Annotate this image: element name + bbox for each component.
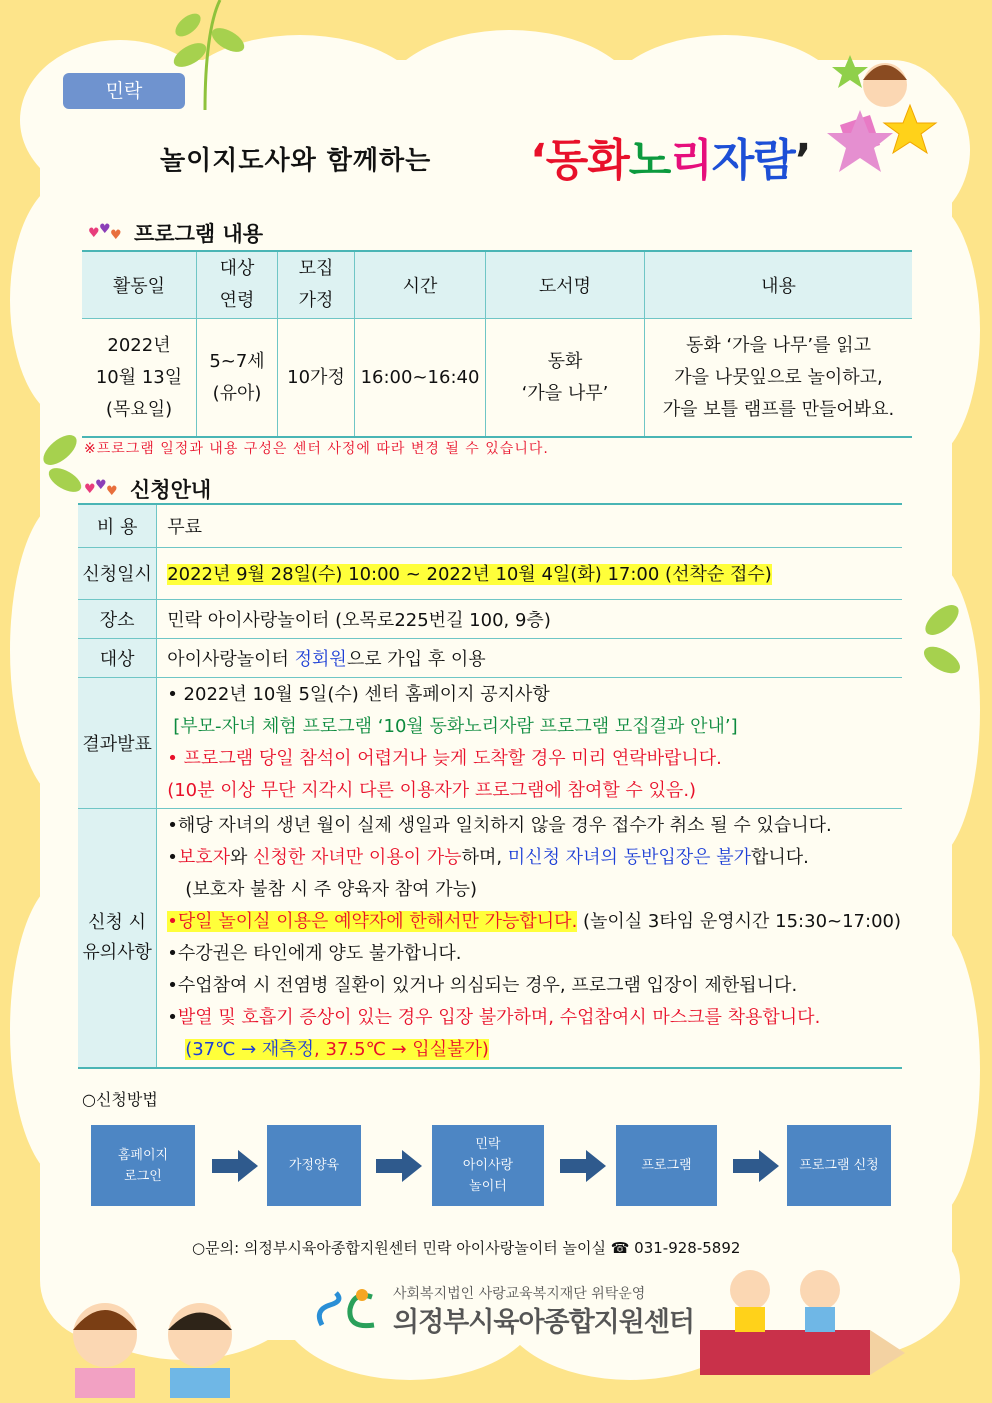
category-badge: 민락 <box>63 73 185 109</box>
title-char: 화 <box>587 135 629 186</box>
text-run: • <box>167 846 178 868</box>
cell-date <box>82 319 197 438</box>
target-value <box>157 638 902 677</box>
text-run: •당일 놀이실 이용은 예약자에 한해서만 가능합니다. <box>167 910 578 932</box>
cell-families: 10가정 <box>278 319 355 438</box>
caution-value <box>157 808 902 1068</box>
arrow-right-icon <box>733 1150 779 1182</box>
text-run: 합니다. <box>751 846 809 868</box>
result-line: (10분 이상 무단 지각시 다른 이용자가 프로그램에 참여할 수 있음.) <box>167 779 697 801</box>
step-box: 홈페이지 로그인 <box>91 1125 195 1206</box>
step-box: 프로그램 신청 <box>787 1125 891 1206</box>
cell-line: 가을 나뭇잎으로 놀이하고, <box>674 366 883 388</box>
table-row <box>82 319 912 438</box>
kids-on-pencil-icon <box>700 1265 910 1385</box>
caution-line <box>167 1034 901 1066</box>
section-heading-apply <box>84 474 211 504</box>
row-label: 신청일시 <box>78 547 157 599</box>
col-header: 도서명 <box>486 251 645 319</box>
table-row <box>78 599 902 638</box>
leaf-icon <box>30 420 90 510</box>
title-char: 동 <box>545 135 588 186</box>
hearts-icon: ♥ ♥ ♥ <box>88 222 122 243</box>
row-label: 장소 <box>78 599 157 638</box>
step-box: 민락 아이사랑 놀이터 <box>432 1125 544 1206</box>
caution-line <box>167 842 901 874</box>
table-header-row <box>82 251 912 319</box>
title-char: 자 <box>711 135 754 186</box>
text-run: 와 <box>230 846 254 868</box>
arrow-right-icon <box>212 1150 258 1182</box>
caution-line <box>167 906 901 938</box>
temp-highlight <box>185 1039 489 1060</box>
section-heading-program <box>88 218 263 248</box>
org-name: 의정부시육아종합지원센터 <box>393 1307 694 1338</box>
cell-age <box>197 319 278 438</box>
cell-line: 동화 ‘가을 나무’를 읽고 <box>685 334 872 356</box>
title-main <box>530 124 811 188</box>
table-row <box>78 677 902 808</box>
place-value: 민락 아이사랑놀이터 (오목로225번길 100, 9층) <box>157 599 902 638</box>
col-header: 내용 <box>645 251 913 319</box>
title-prefix: 놀이지도사와 함께하는 <box>160 146 432 176</box>
target-text: 아이사랑놀이터 <box>167 648 295 670</box>
target-highlight: 정회원 <box>294 648 347 670</box>
text-run: (놀이실 3타임 운영시간 15:30~17:00) <box>577 910 901 932</box>
cell-line: (목요일) <box>105 398 173 420</box>
text-run: 신청한 자녀만 이용이 가능 <box>253 846 462 868</box>
cell-line: 2022년 <box>107 334 171 356</box>
org-logo-icon <box>312 1285 392 1335</box>
text-run: 미신청 자녀의 동반입장은 불가 <box>507 846 752 868</box>
table-row <box>78 547 902 599</box>
text-run: (37℃ → 재측정 <box>185 1038 315 1060</box>
cell-line: 동화 <box>547 350 583 372</box>
period-value <box>157 547 902 599</box>
cell-content <box>645 319 913 438</box>
pink-star-icon <box>825 108 895 178</box>
table-row <box>78 504 902 547</box>
col-header: 시간 <box>355 251 486 319</box>
result-line: • 2022년 10월 5일(수) 센터 홈페이지 공지사항 <box>167 683 550 705</box>
arrow-right-icon <box>376 1150 422 1182</box>
text-run: 보호자 <box>177 846 230 868</box>
col-header: 모집 가정 <box>278 251 355 319</box>
caution-line: •수강권은 타인에게 양도 불가합니다. <box>167 942 462 964</box>
title-open-quote: ‘ <box>530 135 546 186</box>
text-run: • <box>167 1006 178 1028</box>
cell-line: (유아) <box>212 382 262 404</box>
period-text: 2022년 9월 28일(수) 10:00 ~ 2022년 10월 4일(화) 17:00 (선착순 접수) <box>167 564 772 585</box>
caution-line: (보호자 불참 시 주 양육자 참여 가능) <box>185 878 478 900</box>
table-row <box>78 638 902 677</box>
hearts-icon: ♥ ♥ ♥ <box>84 478 118 499</box>
step-box: 프로그램 <box>616 1125 717 1206</box>
cell-line: 10월 13일 <box>95 366 183 388</box>
children-illustration-icon <box>60 1280 260 1400</box>
title-char: 리 <box>670 135 712 186</box>
title-close-quote: ’ <box>794 135 811 186</box>
caution-line: •수업참여 시 전염병 질환이 있거나 의심되는 경우, 프로그램 입장이 제한됩니다. <box>167 974 798 996</box>
title-char: 노 <box>628 135 671 186</box>
page-title <box>160 120 860 190</box>
row-label: 대상 <box>78 638 157 677</box>
contact-info: ○문의: 의정부시육아종합지원센터 민락 아이사랑놀이터 놀이실 ☎ 031-928-5892 <box>192 1239 741 1257</box>
col-header: 활동일 <box>82 251 197 319</box>
cell-time: 16:00~16:40 <box>355 319 486 438</box>
org-subtitle: 사회복지법인 사랑교육복지재단 위탁운영 <box>393 1286 646 1302</box>
text-run: 발열 및 호흡기 증상이 있는 경우 입장 불가하며, 수업참여시 마스크를 착용합니다. <box>177 1006 821 1028</box>
result-value <box>157 677 902 808</box>
apply-info-table <box>78 503 902 1069</box>
step-box: 가정양육 <box>267 1125 361 1206</box>
cell-line: 5~7세 <box>209 350 265 372</box>
cell-line: 가을 보틀 램프를 만들어봐요. <box>662 398 895 420</box>
title-char: 람 <box>753 135 795 186</box>
cell-line: ‘가을 나무’ <box>521 382 609 404</box>
row-label: 신청 시 유의사항 <box>78 808 157 1068</box>
result-line: [부모-자녀 체험 프로그램 ‘10월 동화노리자람 프로그램 모집결과 안내’] <box>173 715 738 737</box>
program-table <box>82 250 912 438</box>
cost-value: 무료 <box>157 504 902 547</box>
section-heading-text: 프로그램 내용 <box>134 222 264 246</box>
col-header: 대상 연령 <box>197 251 278 319</box>
method-label: ○신청방법 <box>82 1090 158 1109</box>
schedule-note: ※프로그램 일정과 내용 구성은 센터 사정에 따라 변경 될 수 있습니다. <box>84 441 549 457</box>
row-label: 비 용 <box>78 504 157 547</box>
text-run: , 37.5℃ → 입실불가) <box>314 1038 489 1060</box>
cell-book <box>486 319 645 438</box>
caution-line: •해당 자녀의 생년 월이 실제 생일과 일치하지 않을 경우 접수가 취소 될 수 있습니다. <box>167 814 832 836</box>
text-run: 하며, <box>461 846 508 868</box>
arrow-right-icon <box>560 1150 606 1182</box>
row-label: 결과발표 <box>78 677 157 808</box>
section-heading-text: 신청안내 <box>130 478 212 502</box>
target-text: 으로 가입 후 이용 <box>346 648 486 670</box>
leaf-icon <box>912 590 972 700</box>
table-row <box>78 808 902 1068</box>
result-line: • 프로그램 당일 참석이 어렵거나 늦게 도착할 경우 미리 연락바랍니다. <box>167 747 722 769</box>
caution-line <box>167 1002 901 1034</box>
